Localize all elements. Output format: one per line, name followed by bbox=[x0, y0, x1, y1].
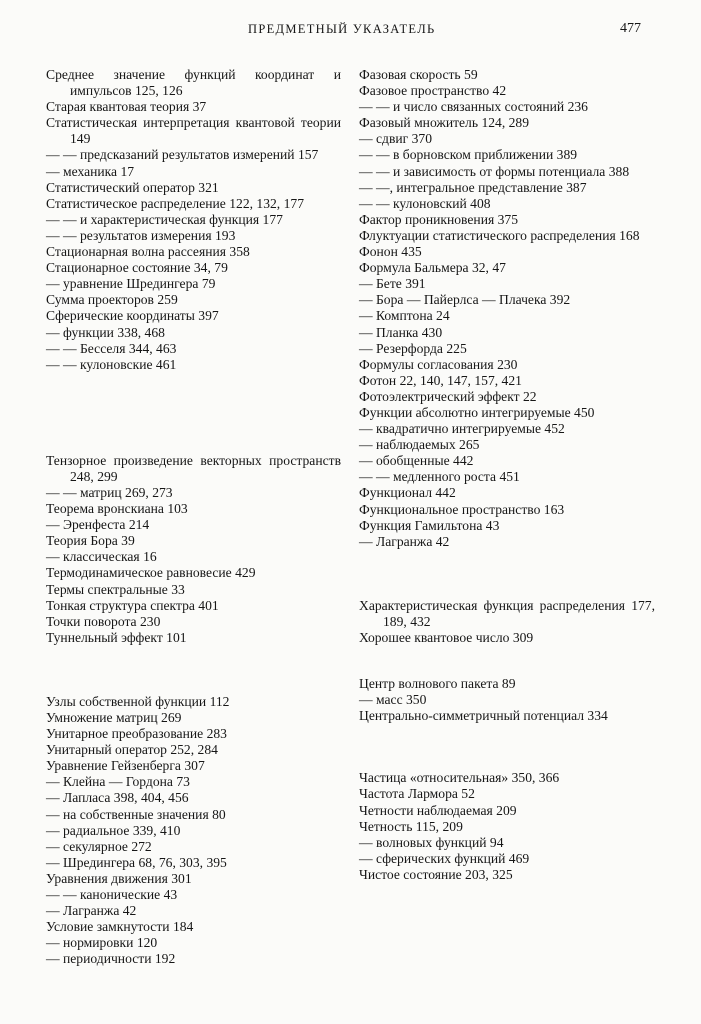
index-entry: — Лапласа 398, 404, 456 bbox=[46, 790, 189, 806]
index-entry: Фазовый множитель 124, 289 bbox=[359, 115, 530, 131]
index-entry: Сферические координаты 397 bbox=[46, 308, 219, 324]
index-entry: Частота Лармора 52 bbox=[359, 786, 475, 802]
index-entry: Термодинамическое равновесие 429 bbox=[46, 565, 256, 581]
index-entry: Функционал 442 bbox=[359, 485, 456, 501]
page-number: 477 bbox=[620, 21, 641, 36]
index-entry: Тензорное произведение векторных пространств 248, 299 bbox=[46, 452, 341, 484]
index-entry: Фонон 435 bbox=[359, 244, 422, 260]
index-entry: Фазовое пространство 42 bbox=[359, 83, 507, 99]
index-entry: Четность 115, 209 bbox=[359, 818, 463, 834]
index-entry: — — в борновском приближении 389 bbox=[359, 147, 578, 163]
index-entry: Формула Бальмера 32, 47 bbox=[359, 260, 506, 276]
index-entry: Частица «относительная» 350, 366 bbox=[359, 770, 560, 786]
index-entry: Уравнение Гейзенберга 307 bbox=[46, 758, 205, 774]
index-entry: — квадратично интегрируемые 452 bbox=[359, 421, 565, 437]
index-entry: — Лагранжа 42 bbox=[359, 533, 450, 549]
index-entry: Туннельный эффект 101 bbox=[46, 629, 187, 645]
index-entry: Формулы согласования 230 bbox=[359, 356, 518, 372]
index-entry: — — и характеристическая функция 177 bbox=[46, 211, 283, 227]
index-entry: Фотоэлектрический эффект 22 bbox=[359, 388, 537, 404]
index-entry: Функция Гамильтона 43 bbox=[359, 517, 500, 533]
index-entry: — сдвиг 370 bbox=[359, 131, 433, 147]
index-entry: Функции абсолютно интегрируемые 450 bbox=[359, 404, 595, 420]
index-entry: — — результатов измерения 193 bbox=[46, 227, 236, 243]
index-entry: Фактор проникновения 375 bbox=[359, 211, 519, 227]
index-entry: — на собственные значения 80 bbox=[46, 806, 226, 822]
index-entry: — волновых функций 94 bbox=[359, 834, 504, 850]
index-entry: — радиальное 339, 410 bbox=[46, 822, 181, 838]
index-entry: Унитарный оператор 252, 284 bbox=[46, 742, 218, 758]
index-entry: Среднее значение функций координат и импульсов 125, 126 bbox=[46, 67, 341, 99]
index-entry: Четности наблюдаемая 209 bbox=[359, 802, 517, 818]
index-entry: Фотон 22, 140, 147, 157, 421 bbox=[359, 372, 522, 388]
index-entry: Тонкая структура спектра 401 bbox=[46, 597, 219, 613]
index-entry: Точки поворота 230 bbox=[46, 613, 161, 629]
index-entry: Теорема вронскиана 103 bbox=[46, 501, 188, 517]
index-entry: Старая квантовая теория 37 bbox=[46, 99, 207, 115]
index-entry: — секулярное 272 bbox=[46, 838, 152, 854]
index-entry: Функциональное пространство 163 bbox=[359, 501, 565, 517]
index-entry: — Резерфорда 225 bbox=[359, 340, 467, 356]
index-entry: — — и число связанных состояний 236 bbox=[359, 99, 588, 115]
index-entry: Условие замкнутости 184 bbox=[46, 919, 194, 935]
index-entry: — Клейна — Гордона 73 bbox=[46, 774, 190, 790]
index-entry: Статистическое распределение 122, 132, 177 bbox=[46, 195, 304, 211]
index-entry: — Планка 430 bbox=[359, 324, 443, 340]
index-entry: Чистое состояние 203, 325 bbox=[359, 866, 513, 882]
index-entry: Характеристическая функция распределения 177, 189, 432 bbox=[359, 597, 655, 629]
index-entry: Унитарное преобразование 283 bbox=[46, 726, 227, 742]
index-entry: — — матриц 269, 273 bbox=[46, 484, 173, 500]
index-entry: — —, интегральное представление 387 bbox=[359, 179, 587, 195]
index-entry: — периодичности 192 bbox=[46, 951, 176, 967]
index-entry: Статистический оператор 321 bbox=[46, 179, 219, 195]
index-entry: Центрально-симметричный потенциал 334 bbox=[359, 708, 608, 724]
index-entry: Узлы собственной функции 112 bbox=[46, 693, 230, 709]
index-entry: — уравнение Шредингера 79 bbox=[46, 276, 216, 292]
index-entry: Стационарное состояние 34, 79 bbox=[46, 260, 228, 276]
index-entry: — обобщенные 442 bbox=[359, 453, 474, 469]
index-entry: Фазовая скорость 59 bbox=[359, 67, 478, 82]
index-entry: — Комптона 24 bbox=[359, 308, 450, 324]
index-entry: Сумма проекторов 259 bbox=[46, 292, 178, 308]
index-column-right bbox=[359, 67, 655, 883]
index-entry: — сферических функций 469 bbox=[359, 850, 530, 866]
index-column-left bbox=[46, 67, 341, 968]
index-entry: — нормировки 120 bbox=[46, 935, 158, 951]
index-entry: — функции 338, 468 bbox=[46, 324, 165, 340]
index-entry: Теория Бора 39 bbox=[46, 533, 135, 549]
index-entry: Статистическая интерпретация квантовой теории 149 bbox=[46, 115, 341, 147]
index-entry: — Бора — Пайерлса — Плачека 392 bbox=[359, 292, 571, 308]
index-entry: — Шредингера 68, 76, 303, 395 bbox=[46, 854, 227, 870]
index-entry: Уравнения движения 301 bbox=[46, 870, 192, 886]
index-entry: — — и зависимость от формы потенциала 388 bbox=[359, 163, 630, 179]
index-entry: — классическая 16 bbox=[46, 549, 157, 565]
page-header bbox=[0, 22, 701, 42]
index-entry: — — медленного роста 451 bbox=[359, 469, 520, 485]
index-entry: — Эренфеста 214 bbox=[46, 517, 150, 533]
index-entry: — — Бесселя 344, 463 bbox=[46, 340, 177, 356]
index-entry: Термы спектральные 33 bbox=[46, 581, 185, 597]
index-entry: Флуктуации статистического распределения 168 bbox=[359, 227, 640, 243]
index-entry: — механика 17 bbox=[46, 163, 135, 179]
index-entry: — наблюдаемых 265 bbox=[359, 437, 480, 453]
running-title: ПРЕДМЕТНЫЙ УКАЗАТЕЛЬ bbox=[248, 22, 436, 36]
index-entry: Умножение матриц 269 bbox=[46, 710, 182, 725]
index-entry: — масс 350 bbox=[359, 692, 427, 708]
index-entry: — — предсказаний результатов измерений 157 bbox=[46, 147, 319, 163]
index-entry: — — кулоновский 408 bbox=[359, 195, 491, 211]
index-entry: Центр волнового пакета 89 bbox=[359, 676, 516, 692]
index-entry: — Бете 391 bbox=[359, 276, 426, 292]
index-entry: Хорошее квантовое число 309 bbox=[359, 630, 534, 645]
index-entry: Стационарная волна рассеяния 358 bbox=[46, 244, 250, 260]
index-entry: — — кулоновские 461 bbox=[46, 356, 177, 372]
index-entry: — — канонические 43 bbox=[46, 887, 178, 903]
index-entry: — Лагранжа 42 bbox=[46, 903, 137, 919]
